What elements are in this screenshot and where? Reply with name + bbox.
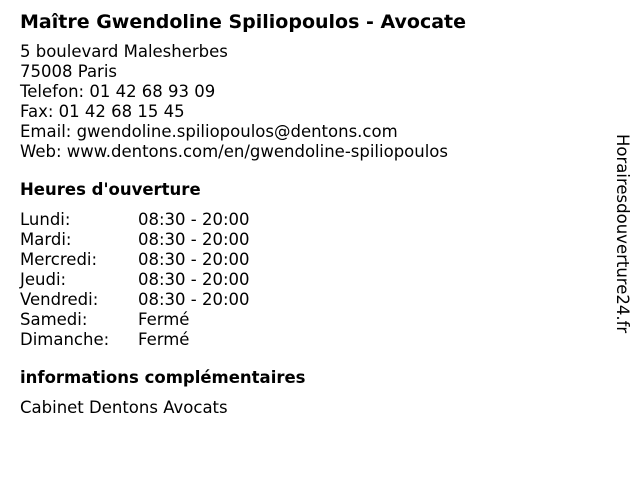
day-label: Dimanche:: [20, 330, 110, 349]
hours-table: [20, 210, 600, 350]
info-heading: informations complémentaires: [20, 368, 306, 387]
fax-line: Fax: 01 42 68 15 45: [20, 102, 185, 121]
hours-row-sunday: [20, 330, 600, 350]
day-hours: Fermé: [138, 330, 190, 349]
day-label: Vendredi:: [20, 290, 99, 309]
phone-line: Telefon: 01 42 68 93 09: [20, 82, 216, 101]
hours-row-thursday: [20, 270, 600, 290]
day-hours: 08:30 - 20:00: [138, 230, 250, 249]
hours-row-saturday: [20, 310, 600, 330]
day-hours: 08:30 - 20:00: [138, 210, 250, 229]
info-text: Cabinet Dentons Avocats: [20, 398, 228, 417]
day-label: Samedi:: [20, 310, 88, 329]
hours-row-friday: [20, 290, 600, 310]
day-hours: 08:30 - 20:00: [138, 270, 250, 289]
hours-row-wednesday: [20, 250, 600, 270]
day-hours: 08:30 - 20:00: [138, 250, 250, 269]
day-label: Jeudi:: [20, 270, 67, 289]
listing-card: [20, 10, 600, 418]
hours-heading: Heures d'ouverture: [20, 180, 201, 199]
web-line: Web: www.dentons.com/en/gwendoline-spiliopoulos: [20, 142, 449, 161]
site-watermark: Horairesdouverture24.fr: [613, 134, 632, 334]
hours-row-tuesday: [20, 230, 600, 250]
address-street: 5 boulevard Malesherbes: [20, 42, 228, 61]
email-line: Email: gwendoline.spiliopoulos@dentons.com: [20, 122, 398, 141]
hours-row-monday: [20, 210, 600, 230]
day-label: Lundi:: [20, 210, 71, 229]
day-hours: Fermé: [138, 310, 190, 329]
day-label: Mercredi:: [20, 250, 98, 269]
page-title: Maître Gwendoline Spiliopoulos - Avocate: [20, 11, 467, 33]
day-label: Mardi:: [20, 230, 72, 249]
address-city: 75008 Paris: [20, 62, 118, 81]
day-hours: 08:30 - 20:00: [138, 290, 250, 309]
